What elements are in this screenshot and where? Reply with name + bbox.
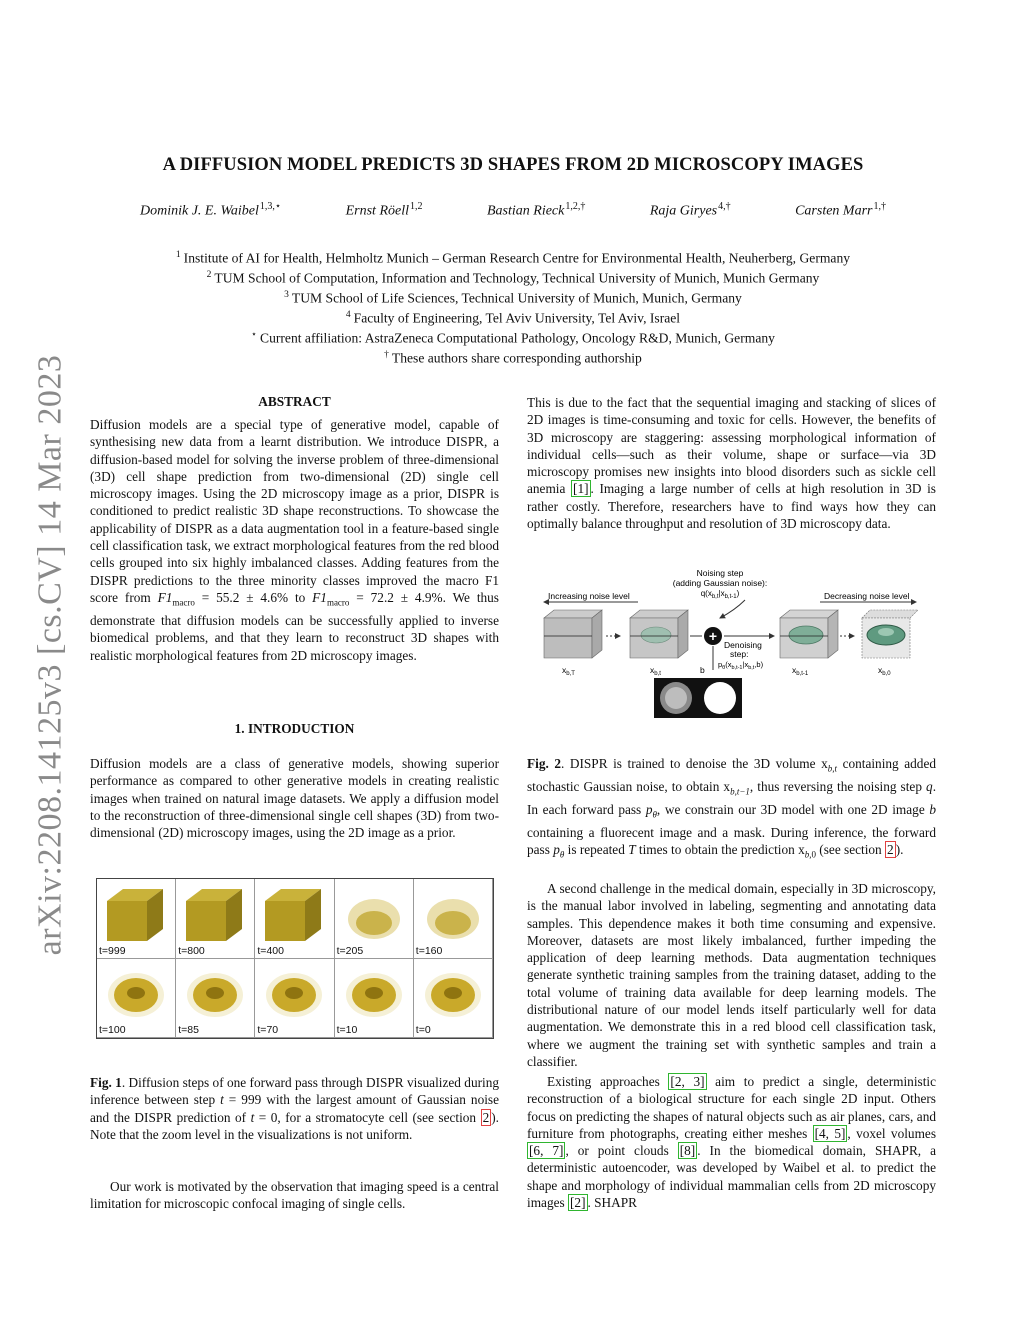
svg-text:(adding Gaussian noise):: (adding Gaussian noise):: [672, 578, 768, 588]
intro-body-2: [90, 1178, 499, 1213]
paper-title: A DIFFUSION MODEL PREDICTS 3D SHAPES FROM 2D MICROSCOPY IMAGES: [162, 155, 864, 175]
timestep-label: t=400: [257, 944, 284, 957]
right-paragraph-2: A second challenge in the medical domain, especially in 3D microscopy, is the manual labor involved in labeling, segmenting and annotating data samples. This dependence makes it both time consuming and expensive. Moreover, datasets are most likely imbalanced, further impeding the application of deep learning methods. Data augmentation techniques generate synthetic training samples from the training dataset, adding to the total volume of training data available for deep learning models. The distributional nature of our model lends itself particularly well for data augmentation. We demonstrate this in a red blood cell classification task, where we augment the training set with synthetic samples and train a classifier.: [527, 881, 936, 1069]
timestep-label: t=10: [336, 1024, 358, 1036]
timestep-label: t=800: [178, 944, 205, 957]
author: Ernst Röell$^{1,2}$: [345, 201, 423, 219]
citation-link[interactable]: [1]: [573, 481, 589, 497]
noising-step-label: Noising step: [696, 568, 744, 578]
svg-text:pθ(xb,t-1|xb,t,b): $p_\theta(x_{b,t-1}|x_{b,t},b)$: [718, 660, 764, 671]
denoising-step-label: Denoising: [724, 640, 762, 650]
citation-link[interactable]: [6, 7]: [529, 1143, 564, 1159]
timestep-label: t=100: [99, 1024, 126, 1036]
diffusion-step-cell: [255, 879, 334, 959]
affiliation-list: [90, 247, 936, 367]
abstract-paragraph: Diffusion models are a special type of generative model, capable of synthesising new data from a learnt distribution. We introduce DISPR, a diffusion-based model for solving the inverse problem of three-dimensional (3D) cell shape prediction from two-dimensional (2D) single cell microscopy images. Using the 2D microscopy image as a prior, DISPR is conditioned to predict realistic 3D shape reconstructions. To showcase the applicability of DISPR as a data augmentation tool in a feature-based single cell classification task, we extract morphological features from the red blood cells grouped into six highly imbalanced classes. Adding features from the DISPR predictions to the three minority classes improved the macro F1 score from $F1_{macro} = 55.2 \pm 4.6\%$ to $F1_{macro} = 72.2 \pm 4.9\%$. We thus demonstrate that diffusion models can be successfully applied to inverse biomedical problems, and that they learn to reconstruct 3D shapes with realistic morphological features from 2D microscopy images.: [90, 417, 499, 663]
diffusion-step-cell: [97, 959, 176, 1039]
affiliation: $^4$ Faculty of Engineering, Tel Aviv University, Tel Aviv, Israel: [345, 309, 681, 326]
citation-link[interactable]: [4, 5]: [814, 1125, 846, 1141]
right-paragraph-3: Existing approaches [2, 3] aim to predict a single, deterministic reconstruction of a biological structure for each single 2D input. Others focus on predicting the shapes of natural objects such as air planes, cars, and furniture from photographs, creating either meshes [4, 5] , voxel volumes [6, 7] , or point clouds [8] . In the biomedical domain, SHAPR, a deterministic autoencoder, was developed by Waibel et al. to predict the shape and morphology of individual mammalian cells from 2D microscopy images [2] . SHAPR: [527, 1074, 936, 1211]
author: Bastian Rieck$^{1,2,\dagger}$: [486, 201, 586, 219]
timestep-label: t=85: [178, 1024, 199, 1036]
figure-2-caption: Fig. 2. DISPR is trained to denoise the 3D volume $x_{b,t}$ containing added stochastic Gaussian noise, to obtain $x_{b,t-1}$, thus reversing the noising step q. In each forward pass $p_\theta$, we constrain our 3D model with one 2D image b containing a fluorecent image and a mask. During inference, the forward pass $p_\theta$ is repeated T times to obtain the prediction $x_{b,0}$ (see section 2 ).: [527, 756, 937, 860]
svg-text:b: b: [700, 665, 705, 675]
affiliation: † These authors share corresponding authorship: [384, 349, 642, 366]
volume-cube: [862, 610, 918, 658]
section-link[interactable]: 2: [482, 1109, 490, 1125]
right-paragraph-1: This is due to the fact that the sequential imaging and stacking of slices of 2D images is time-consuming and toxic for cells. However, the benefits of 3D microscopy are staggering: assessing morphological information of individual cells—such as their volume, shape or surface—via 3D microscopy promises new insights into blood disorders such as sickle cell anemia [1] . Imaging a large number of cells at high resolution in 3D is rather costly. Therefore, researchers have to find ways how they can optimally balance throughput and resolution of 3D microscopy data.: [527, 395, 936, 532]
diffusion-step-cell: [176, 959, 255, 1039]
timestep-label: t=160: [415, 944, 443, 957]
citation-link[interactable]: [2, 3]: [670, 1074, 705, 1089]
diffusion-step-cell: [176, 879, 255, 959]
abstract-body: [90, 416, 499, 664]
increasing-noise-label: Increasing noise level: [548, 591, 630, 601]
figure-2-diagram: [540, 566, 920, 722]
svg-text:q(xb,t|xb,t-1): $q(x_{b,t}|x_{b,t-1})$: [700, 589, 740, 600]
citation-link[interactable]: [2]: [570, 1195, 586, 1211]
author: Raja Giryes$^{4,\dagger}$: [649, 201, 731, 219]
diffusion-step-cell: [97, 879, 176, 959]
author: Dominik J. E. Waibel$^{1,3,⋆}$: [140, 201, 282, 219]
figure-1-caption: Fig. 1. Diffusion steps of one forward pass through DISPR visualized during inference between step t = 999 with the largest amount of Gaussian noise and the DISPR prediction of t = 0, for a stromatocyte cell (see section 2 ). Note that the zoom level in the visualizations is not uniform.: [90, 1075, 500, 1142]
svg-text:step:: step:: [730, 649, 749, 659]
timestep-label: t=205: [336, 944, 364, 957]
svg-text:xb,T: $x_{b,T}$: [562, 665, 575, 677]
diffusion-step-cell: [414, 959, 493, 1039]
arxiv-id: arXiv:2208.14125v3 [cs.CV] 14 Mar 2023: [31, 354, 69, 956]
noising-arrow: [720, 600, 745, 618]
decreasing-noise-label: Decreasing noise level: [824, 591, 910, 601]
author-list: [140, 201, 886, 220]
figure-1-grid: [96, 878, 494, 1039]
section-link[interactable]: 2: [887, 842, 894, 858]
timestep-label: t=999: [99, 944, 126, 957]
diffusion-step-cell: [255, 959, 334, 1039]
author: Carsten Marr$^{1,\dagger}$: [795, 201, 886, 219]
svg-text:xb,t-1: $x_{b,t-1}$: [792, 665, 809, 677]
intro-heading: 1. INTRODUCTION: [234, 721, 355, 736]
affiliation: $^2$ TUM School of Computation, Information and Technology, Technical University of Munich, Munich Germany: [206, 269, 820, 286]
diffusion-step-cell: [414, 879, 493, 959]
abstract-heading: ABSTRACT: [258, 394, 331, 409]
svg-text:xb,t: $x_{b,t}$: [650, 665, 661, 677]
intro-paragraph: Our work is motivated by the observation that imaging speed is a central limitation for microscopic confocal imaging of single cells.: [90, 1179, 499, 1212]
timestep-label: t=0: [415, 1024, 431, 1036]
volume-cube: [780, 610, 838, 658]
affiliation: $^1$ Institute of AI for Health, Helmholtz Munich – German Research Centre for Environmental Health, Neuherberg, Germany: [175, 250, 851, 266]
intro-paragraph: Diffusion models are a class of generative models, showing superior performance as compared to other generative models in creating realistic images when trained on natural image datasets. We apply a diffusion model to the reconstruction of three-dimensional single cell shapes (3D) from two-dimensional (2D) microscopy images, using the 2D image as a prior.: [90, 756, 499, 841]
arxiv-stamp: [20, 345, 80, 965]
diffusion-step-cell: [335, 959, 414, 1039]
affiliation: ⋆ Current affiliation: AstraZeneca Computational Pathology, Oncology R&D, Munich, Germany: [251, 329, 775, 346]
affiliation: $^3$ TUM School of Life Sciences, Technical University of Munich, Munich, Germany: [284, 289, 742, 306]
timestep-label: t=70: [257, 1024, 279, 1036]
volume-cube: [544, 610, 602, 658]
diffusion-step-cell: [335, 879, 414, 959]
intro-body: [90, 755, 499, 841]
citation-link[interactable]: [8]: [679, 1143, 696, 1159]
volume-cube: [630, 610, 688, 658]
svg-text:xb,0: $x_{b,0}$: [878, 665, 891, 677]
svg-text:+: +: [708, 628, 718, 644]
